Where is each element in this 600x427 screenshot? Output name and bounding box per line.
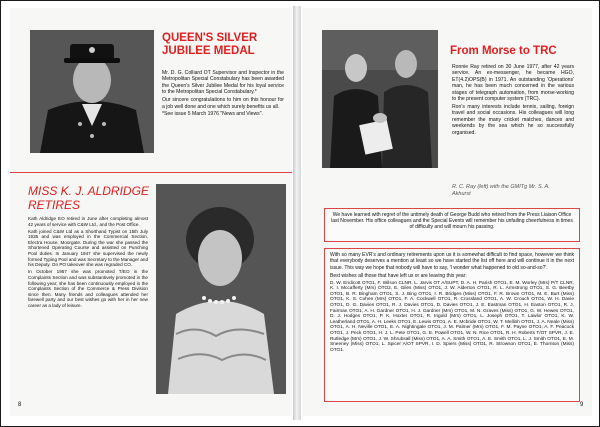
retirements-lead: Best wishes all those that have left us or are leaving this year: (330, 272, 467, 279)
morse-paragraph-2: Ron's many interests include tennis, sailing, foreign travel and social occasions. His colleagues will long remember the many cricket matches, dances and weekends by the sea which he so successfully organised. (452, 103, 574, 136)
right-page (302, 8, 592, 416)
aldridge-illustration (156, 184, 286, 394)
morse-article-body (452, 64, 574, 137)
retirements-list: D. W. Endicott OTO1, F. Wilson CLNR, L. Jarvis OT A/SUPT, D. A. H. Parish OTO1, E. M. Worley (Mrs) P/T CLNR, K. I. Mccafferty (Mrs) OTO2, E. Giles (Miss) OTO1, J. W. Alderton OTO1, R. L. Armstrong OTO1, S. G. Beetby OTO1, B. R. Bingham OTO1, S. J. Bing OTO1, I. R. Bridges (Miss) OTO1, F. R. Brown OTO1, M. E. Burt (Miss) OTO1, K. S. Cohen (Mrs) OTO1, F. A. Cockwell OTO1, R. Crossland OTO1, A. W. Crouch OTO1, W. H. Davie OTO1, D. G. Davies OTO1, R. J. Davies OTO1, D. Davies OTO1, J. E. Eastman OTO1, H. Easton OTO1, R. J. Fairman OTO1, A. H. Gardner OTO1, H. J. Gardner (Mrs) OTO1, M. N. Graves (Miss) OTO1, G. W. Hewes OTO1, D. J. Hodges OTO1, P. K. Hoxter OTO1, R. Ingold (Mrs) OTO1, L. Joseph OTO1, T. Lawlor OTO1, K. W. Leatherland OTO1, A. H. Leeks OTO1, E. Lewis OTO1, A. E. Mcbride OTO1, W. T. Mellish OTO1, J. A. Neale (Miss) OTO1, A. H. Neville OTO1, E. A. Nightingale OTO1, J. M. Palmer (Mrs) OTO1, F. M. Payne OTO1, A. F. Peacock OTO1, J. Peck OTO1, H. J. L. Pete OTO1, G. E. Powell OTO1, W. N. Rice OTO1, R. H. Roberts T/OT SPVR, J. E. Rutledge (Mrs) OTO1, J. W. Shrubsall (Miss) OTO1, A. A. Smith OTO1, A. E. Smith OTO1, L. J. Smith OTO1, E. M. Sneeney (Miss) OTO1, L. Spicer A/OT SPVR, I. D. Spiers (Miss) OTO1, R. Strowson OTO1, E. Thornton (Miss) OTO1. (330, 280, 574, 353)
retires-title-line1: MISS K. J. ALDRIDGE (28, 184, 149, 198)
photo-caption-line2: Akhurst (452, 191, 471, 197)
medal-paragraph-1: Mr. D. G. Colliard OT Supervisor and Inspector in the Metropolitan Special Constabulary has been awarded the Queen's Silver Jubilee Medal for his loyal service to the Metropolitan Special Constabulary.* (162, 70, 284, 96)
photo-handshake (322, 30, 438, 168)
retirements-box (324, 248, 580, 402)
medal-paragraph-3: *See issue 5 March 1976 "News and Views". (162, 111, 263, 118)
retirements-intro: With so many EVR's and ordinary retirements upon us it is somewhat difficult to find space, however we think that everybody deserves a mention at least so we have started the list off here and will continue it in the next issue. This way we hope that nobody will have to say, 'I wonder what happened to old so-and-so?'. (330, 252, 574, 271)
left-page (10, 8, 292, 416)
section-divider (10, 172, 292, 173)
medal-title (162, 32, 284, 58)
medal-title-line1: QUEEN'S SILVER (162, 32, 258, 44)
page-number-left: 8 (18, 402, 22, 408)
medal-title-line2: JUBILEE MEDAL (162, 45, 255, 57)
policeman-illustration (30, 30, 154, 153)
photo-caption-line1: R. C. Ray (left) with the GMITg Mr. S. A. (452, 184, 550, 190)
budd-notice-box (324, 208, 580, 242)
morse-title: From Morse to TRC (450, 45, 557, 57)
photo-miss-aldridge (156, 184, 286, 394)
medal-paragraph-2: Our sincere congratulations to him on this honour for a job well done and one which surely benefits us all. (162, 97, 284, 110)
morse-paragraph-1: Ronnie Ray retired on 30 June 1977, after 42 years service. An ex-messenger, he became HGO, ET(4.2)OPS(B) in 1971. An outstanding 'Operations' man, he has been much concerned in the various stages of telegraph automation, from morse-working to the present computer system (TRC). (452, 64, 574, 103)
spine-gutter (293, 6, 301, 420)
retires-article-body (28, 216, 148, 310)
handshake-illustration (322, 30, 438, 168)
budd-notice-text: We have learned with regret of the untimely death of George Budd who retired from the Press Liaison Office last November. His office colleagues and the Special Events will remember his unfailing cheerfulness in times of difficulty and will mourn his passing. (331, 212, 573, 231)
photo-policeman (30, 30, 154, 153)
retires-paragraph-2: Kath joined C&W Ltd as a Shorthand Typist on 15th July 1935 and was employed in the Commercial Section, Electra House, Moorgate. During the war she passed the Shortened Operating Course and assisted on Punching Pool duties. In January 1947 she supervised the newly formed Typing Pool and was Secretary to the Manager and his Deputy. On PO takeover she was regraded CO. (28, 228, 148, 268)
retires-paragraph-1: Kath Aldridge EO retired in June after completing almost 42 years of service with C&W Ltd., and the Post Office. (28, 216, 148, 227)
photo-caption (452, 184, 582, 198)
retires-paragraph-3: In October 1957 she was promoted T/EO in the Complaints Section and was substantively promoted in the following year; she has been continuously employed in the Complaints Section of the Commerce & Press Division since then. Many friends and colleagues attended her farewell party and our best wishes go with her in her new career as a lady of leisure. (28, 269, 148, 308)
page-number-right: 9 (580, 402, 584, 408)
retires-title (28, 184, 158, 212)
medal-article-body (162, 70, 284, 119)
retirements-content (325, 249, 579, 358)
retires-title-line2: RETIRES (28, 198, 81, 212)
